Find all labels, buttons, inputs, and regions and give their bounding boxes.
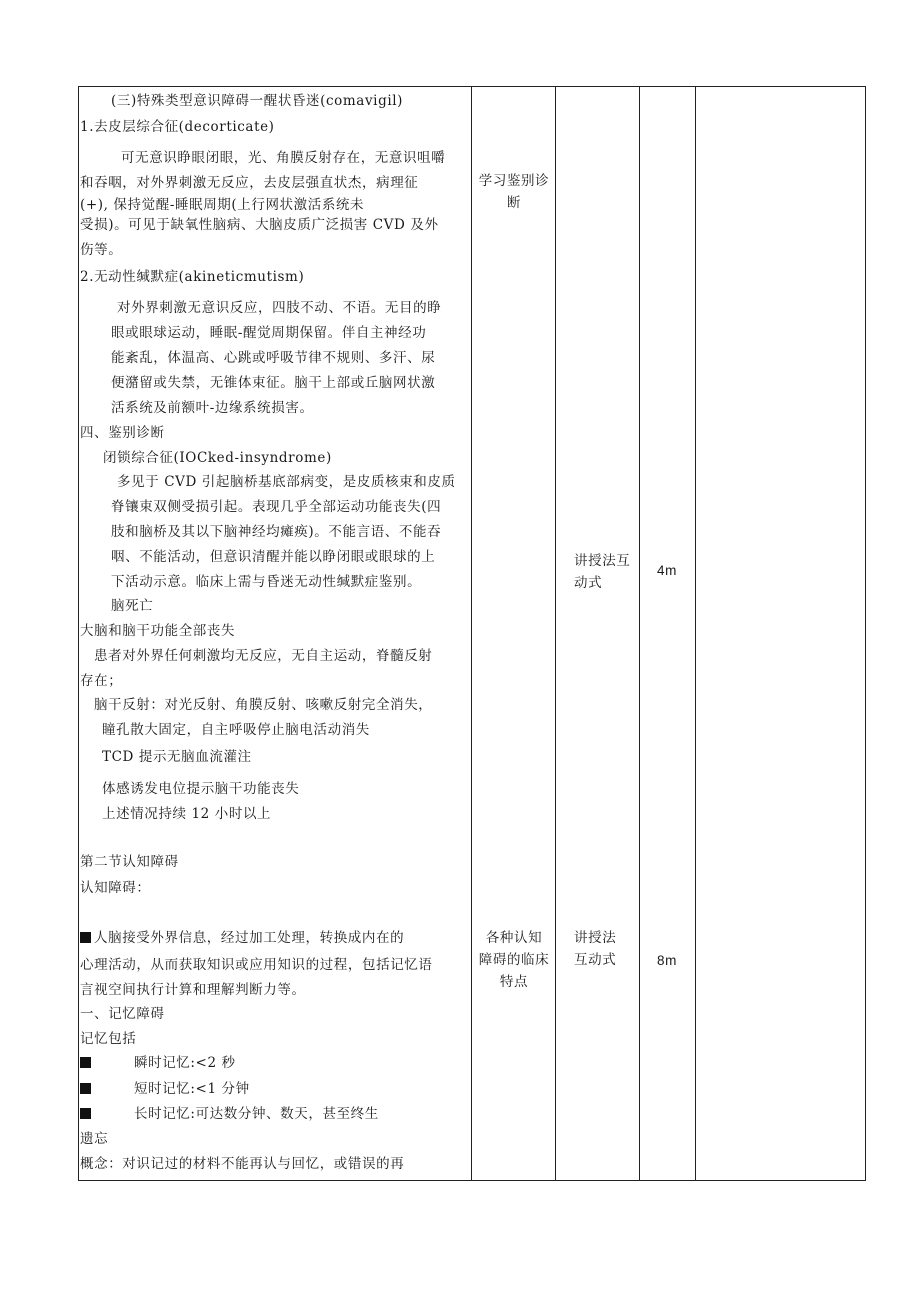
teaching-goal-cell [472,170,556,214]
text-line: 大脑和脑干功能全部丧失 [80,623,236,639]
column-divider [555,87,556,1180]
square-bullet-icon [80,1057,91,1068]
subsection-heading: 2.无动性缄默症(akineticmutism) [80,269,305,285]
list-item [80,1105,379,1123]
text-line [80,929,404,947]
text-line: 可无意识睁眼闭眼，光、角膜反射存在，无意识咀嚼 [121,150,446,166]
time-cell: 4m [657,563,677,578]
column-divider [639,87,640,1180]
text-line: 咽、不能活动，但意识清醒并能以睁闭眼或眼球的上 [111,549,436,565]
square-bullet-icon [80,932,91,943]
subsection-heading: 脑死亡 [111,598,154,614]
cell-line: 障碍的临床 [478,952,550,968]
text-line: 存在； [80,673,123,689]
cell-line: 互动式 [574,952,617,968]
cell-line: 讲授法 [574,930,617,946]
text-line: 上述情况持续 12 小时以上 [102,806,272,822]
text-line: 体感诱发电位提示脑干功能丧失 [102,781,300,797]
list-item [80,1054,236,1072]
text-line: 下活动示意。临床上需与昏迷无动性缄默症鉴别。 [111,574,422,590]
section-heading: (三)特殊类型意识障碍一醒状昏迷(comavigil) [111,93,404,109]
square-bullet-icon [80,1108,91,1119]
cell-line: 动式 [574,575,603,591]
text-line: 脊镶束双侧受损引起。表现几乎全部运动功能丧失(四 [111,499,442,515]
text-line: 患者对外界任何刺激均无反应，无自主运动，脊髓反射 [94,648,433,664]
text-line: 活系统及前额叶-边缘系统损害。 [111,400,314,416]
subsection-heading: 1.去皮层综合征(decorticate) [80,119,275,135]
list-item-label: 瞬时记忆:<2 秒 [134,1055,236,1071]
text-line: 瞳孔散大固定，自主呼吸停止脑电活动消失 [102,722,370,738]
section-heading: 四、鉴别诊断 [80,425,165,441]
text-line: 便潴留或失禁，无锥体束征。脑干上部或丘脑网状激 [111,375,436,391]
cell-line: 断 [506,195,522,211]
cell-line: 讲授法互 [574,553,631,569]
list-item [80,1080,250,1098]
text-line: 和吞咽，对外界刺激无反应，去皮层强直状杰，病理征 [80,175,419,191]
column-divider [471,87,472,1180]
text-line: 肢和脑桥及其以下脑神经均瘫痪)。不能言语、不能吞 [111,524,442,540]
subsection-heading: 认知障碍： [80,880,151,896]
text-line: 记忆包括 [80,1031,137,1047]
teaching-goal-cell [472,927,556,993]
text-line: 心理活动，从而获取知识或应用知识的过程，包括记忆语 [80,957,433,973]
text-line: 概念：对识记过的材料不能再认与回忆，或错误的再 [80,1156,405,1172]
text-line: 伤等。 [80,242,123,258]
square-bullet-icon [80,1083,91,1094]
text-line: TCD 提示无脑血流灌注 [102,749,252,765]
section-heading: 第二节认知障碍 [80,854,179,870]
text-line: 受损)。可见于缺氧性脑病、大脑皮质广泛损害 CVD 及外 [80,217,439,233]
subsection-heading: 闭锁综合征(IOCked-insyndrome) [103,450,332,466]
list-item-label: 短时记忆:<1 分钟 [134,1081,250,1097]
cell-line: 学习鉴别诊 [478,173,550,189]
text-line: 多见于 CVD 引起脑桥基底部病变，是皮质核束和皮质 [117,474,456,490]
section-heading: 一、记忆障碍 [80,1006,165,1022]
text-line: 对外界刺激无意识反应，四肢不动、不语。无目的睁 [117,300,442,316]
list-item-label: 长时记忆:可达数分钟、数天，甚至终生 [134,1106,379,1122]
column-divider [695,87,696,1180]
time-cell: 8m [657,953,677,968]
text-line: 言视空间执行计算和理解判断力等。 [80,982,306,998]
text-line: 眼或眼球运动，睡眠-醒觉周期保留。伴自主神经功 [111,325,427,341]
text-line: 脑干反射：对光反射、角膜反射、咳嗽反射完全消失， [94,697,433,713]
text-line: 能紊乱，体温高、心跳或呼吸节律不规则、多汗、尿 [111,350,436,366]
cell-line: 各种认知 [485,930,543,946]
cell-line: 特点 [499,974,529,990]
text-line: (+), 保持觉醒-睡眠周期(上行网状激活系统未 [80,197,365,213]
text-line: 遗忘 [80,1131,109,1147]
text-line-body: 人脑接受外界信息，经过加工处理，转换成内在的 [94,930,405,946]
